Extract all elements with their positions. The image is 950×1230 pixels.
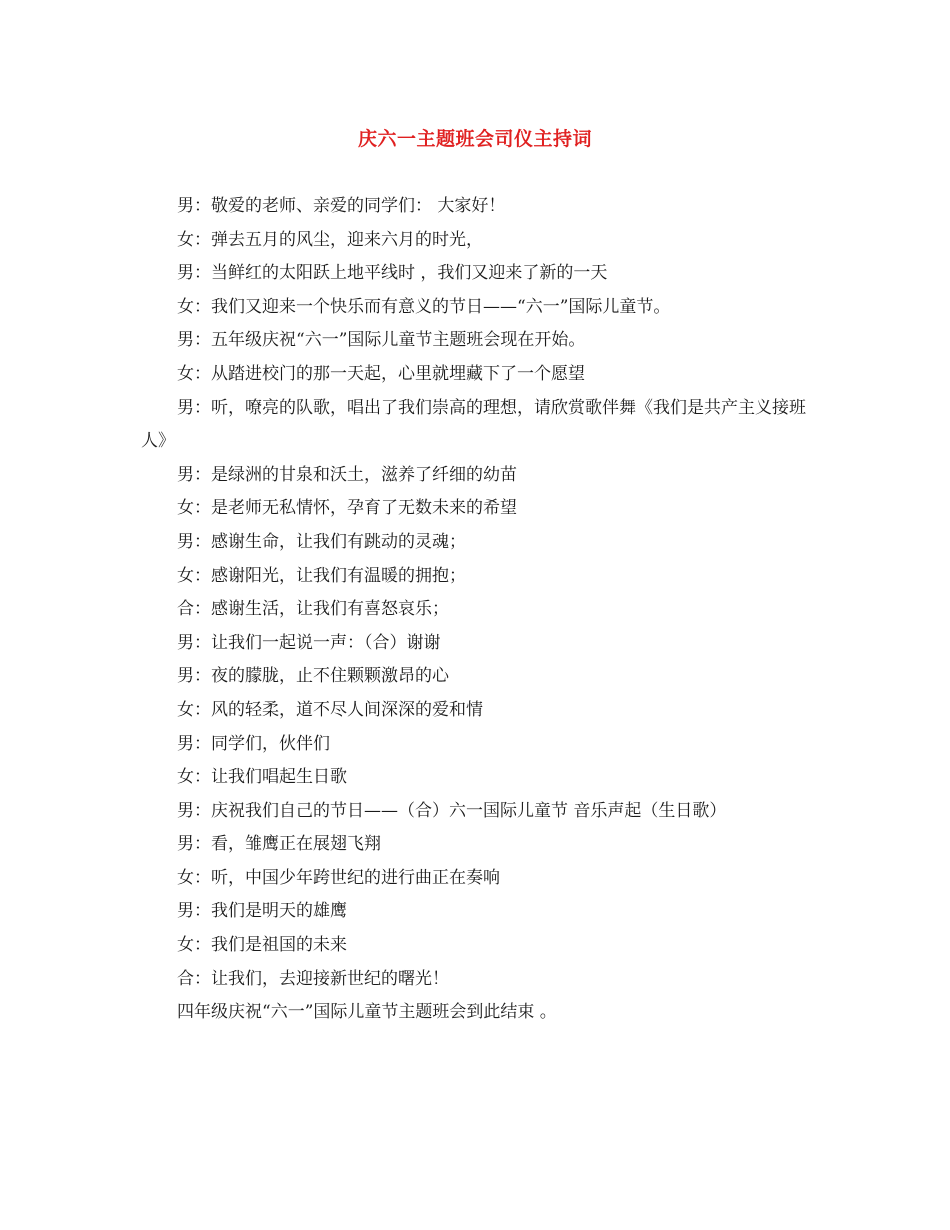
paragraph: 女：让我们唱起生日歌 [177,767,347,788]
paragraph: 男：我们是明天的雄鹰 [177,901,347,922]
paragraph: 男：五年级庆祝“六一”国际儿童节主题班会现在开始。 [177,330,586,351]
paragraph: 女：从踏进校门的那一天起，心里就埋藏下了一个愿望 [177,363,585,384]
paragraph: 男：夜的朦胧，止不住颗颗激昂的心 [177,666,449,687]
paragraph: 女：我们又迎来一个快乐而有意义的节日——“六一”国际儿童节。 [177,296,671,317]
paragraph: 男：让我们一起说一声：（合）谢谢 [177,632,441,653]
paragraph: 男：同学们，伙伴们 [177,733,330,754]
document-body [141,190,816,1030]
paragraph: 男：是绿洲的甘泉和沃土，滋养了纤细的幼苗 [177,464,517,485]
paragraph: 合：让我们，去迎接新世纪的曙光！ [177,968,449,989]
paragraph: 男：当鲜红的太阳跃上地平线时 ，我们又迎来了新的一天 [177,263,608,284]
paragraph: 男：庆祝我们自己的节日——（合）六一国际儿童节 音乐声起（生日歌） [177,800,727,821]
paragraph: 四年级庆祝“六一”国际儿童节主题班会到此结束 。 [177,1002,557,1023]
paragraph: 女：听，中国少年跨世纪的进行曲正在奏响 [177,867,500,888]
paragraph: 合：感谢生活，让我们有喜怒哀乐； [177,599,449,620]
paragraph: 女：弹去五月的风尘，迎来六月的时光， [177,229,483,250]
document-title: 庆六一主题班会司仪主持词 [357,128,592,150]
paragraph: 男：看，雏鹰正在展翅飞翔 [177,834,381,855]
paragraph: 男：敬爱的老师、亲爱的同学们： 大家好！ [177,196,506,216]
paragraph: 女：风的轻柔，道不尽人间深深的爱和情 [177,699,483,720]
paragraph: 女：我们是祖国的未来 [177,935,347,956]
paragraph: 男：听，嘹亮的队歌，唱出了我们崇高的理想，请欣赏歌伴舞《我们是共产主义接班人》 [141,397,806,452]
paragraph: 女：感谢阳光，让我们有温暖的拥抱； [177,565,466,586]
paragraph: 女：是老师无私情怀，孕育了无数未来的希望 [177,498,517,519]
paragraph: 男：感谢生命，让我们有跳动的灵魂； [177,531,466,552]
